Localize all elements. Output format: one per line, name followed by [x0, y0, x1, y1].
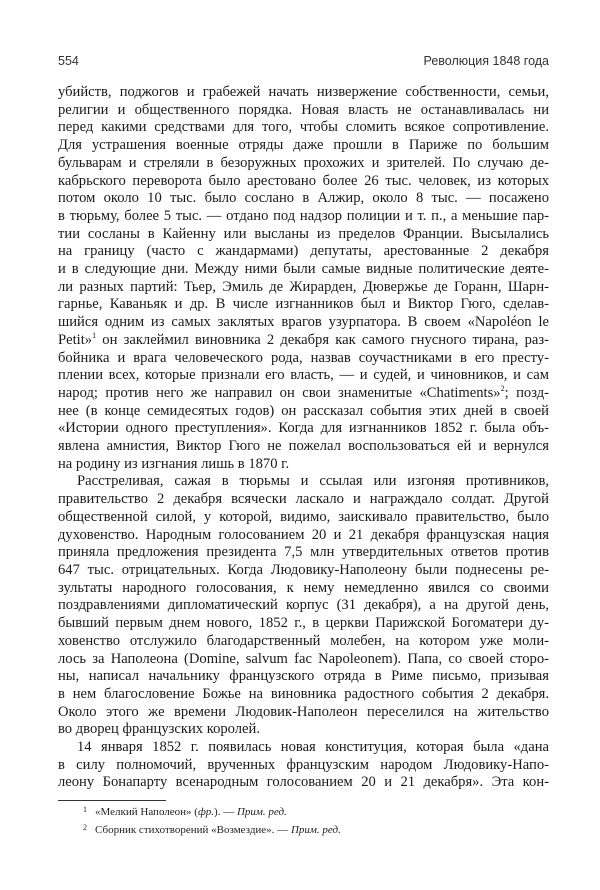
body-text [58, 84, 549, 792]
text-line: гарнье, Каваньяк и др. В числе изгнанников был и Виктор Гюго, сделав- [58, 296, 549, 313]
text-line: на родину из изгнания лишь в 1870 г. [58, 455, 290, 472]
text-line: бульварам и стреляли в безоружных прохожих и зрителей. По случаю де- [58, 154, 549, 171]
text-line: ховенство отслужило благодарственный молебен, на котором уже моли- [58, 632, 549, 649]
text-line: общественной силой, у которой, видимо, заискивало правительство, было [58, 508, 549, 525]
text-line: 14 января 1852 г. появилась новая конституция, которая была «дана [77, 739, 549, 756]
text-line: приняла предложения президента 7,5 млн утвердительных ответов против [58, 544, 549, 561]
text-line: религии и общественного порядка. Новая власть не останавливалась ни [58, 101, 549, 118]
footnote-1 [83, 802, 341, 820]
text-line: 647 тыс. отрицательных. Когда Людовику-Наполеону были поднесены ре- [58, 561, 549, 578]
footnote-lang: фр. [197, 806, 215, 818]
footnote-text: Сборник стихотворений «Возмездие». — [95, 824, 291, 836]
footnote-editor-note: Прим. ред. [236, 806, 287, 818]
text-line: зультаты народного голосования, к нему немедленно явился со своими [58, 579, 549, 596]
footnote-number: 1 [83, 805, 87, 814]
text-line: правительство 2 декабря всячески ласкало и награждало солдат. Другой [58, 491, 549, 508]
footnote-text: «Мелкий Наполеон» ( [95, 806, 198, 818]
text-line: явлена амнистия, Виктор Гюго не пожелал воспользоваться ей и вернулся [58, 438, 549, 455]
text-line: кабрьского переворота было арестовано более 26 тыс. человек, из которых [58, 172, 549, 189]
text-line: духовенство. Народным голосованием 20 и 21 декабря французская нация [58, 526, 549, 543]
footnotes [83, 802, 341, 838]
page-number: 554 [58, 54, 79, 68]
text-segment: ; позд- [504, 384, 549, 401]
text-line: леону Бонапарту всенародным голосованием 20 и 21 декабря». Эта кон- [58, 774, 549, 791]
text-line: Расстреливая, сажая в тюрьмы и ссылая или изгоняя противников, [77, 473, 549, 490]
text-line: бойника и врага человеческого рода, назвав соучастниками в его престу- [58, 349, 549, 366]
text-line: убийств, поджогов и грабежей начать низвержение собственности, семьи, [58, 84, 549, 100]
text-line: ны, написал начальнику французского отряда в Риме письмо, призывая [58, 668, 549, 685]
text-line: в тюрьму, более 5 тыс. — отдано под надзор полиции и т. п., а меньшие пар- [58, 207, 549, 224]
text-line: Около этого же времени Людовик-Наполеон переселился на жительство [58, 703, 549, 720]
text-line: бывший первым днем нового, 1852 г., в церкви Парижской Богоматери ду- [58, 615, 549, 632]
text-line: лось за Наполеона (Domine, salvum fac Napoleonem). Папа, со своей сторо- [58, 650, 549, 667]
paragraph [58, 473, 549, 739]
footnote-divider [58, 800, 166, 801]
text-line: ли разных партий: Тьер, Эмиль де Жирарден, Дювержье де Горанн, Шарн- [58, 278, 549, 295]
text-line: на границу (часто с жандармами) депутаты, арестованные 2 декабря [58, 243, 549, 260]
text-line: тии сосланы в Кайенну или высланы из пределов Франции. Высылались [58, 225, 549, 242]
running-title: Революция 1848 года [423, 54, 549, 68]
paragraph [58, 739, 549, 792]
text-line: и в следующие дни. Между ними были самые видные политические деяте- [58, 261, 549, 278]
text-line: плении всех, которые признали его власть, — и судей, и чиновников, и сам [58, 367, 549, 384]
footnote-ref[interactable]: 2 [500, 383, 505, 393]
footnote-editor-note: Прим. ред. [290, 824, 341, 836]
footnote-text-2: ). — [214, 806, 237, 818]
footnote-2 [83, 820, 341, 838]
text-line: в силу полномочий, врученных французским народом Людовику-Напо- [58, 756, 549, 773]
text-segment: он заклеймил виновника 2 декабря как самого гнусного тирана, раз- [96, 331, 549, 348]
text-line: во дворец французских королей. [58, 721, 260, 738]
paragraph [58, 84, 549, 473]
footnote-ref[interactable]: 1 [92, 330, 97, 340]
text-line: в нем благословение Божье на виновника радостного события 2 декабря. [58, 685, 549, 702]
text-line: нее (в конце семидесятых годов) он рассказал события этих дней в своей [58, 402, 549, 419]
text-line: перед какими средствами для того, чтобы сломить всякое сопротивление. [58, 119, 549, 136]
text-line: «Истории одного преступления». Когда для изгнанников 1852 г. была объ- [58, 420, 549, 437]
text-line [58, 332, 549, 350]
text-line: потом около 10 тыс. было сослано в Алжир, около 8 тыс. — посажено [58, 190, 549, 207]
footnote-number: 2 [83, 823, 87, 832]
text-line: Для устрашения военные отряды даже прошли в Париже по большим [58, 137, 549, 154]
text-line: шийся одним из самых заклятых врагов узурпатора. В своем «Napoléon le [58, 314, 549, 331]
text-line: поздравлениями дипломатический корпус (31 декабря), а на другой день, [58, 597, 549, 614]
text-segment: Petit» [58, 331, 93, 348]
text-segment: народ; против него же направил он свои знаменитые «Chatiments» [58, 384, 501, 401]
text-line [58, 385, 549, 403]
